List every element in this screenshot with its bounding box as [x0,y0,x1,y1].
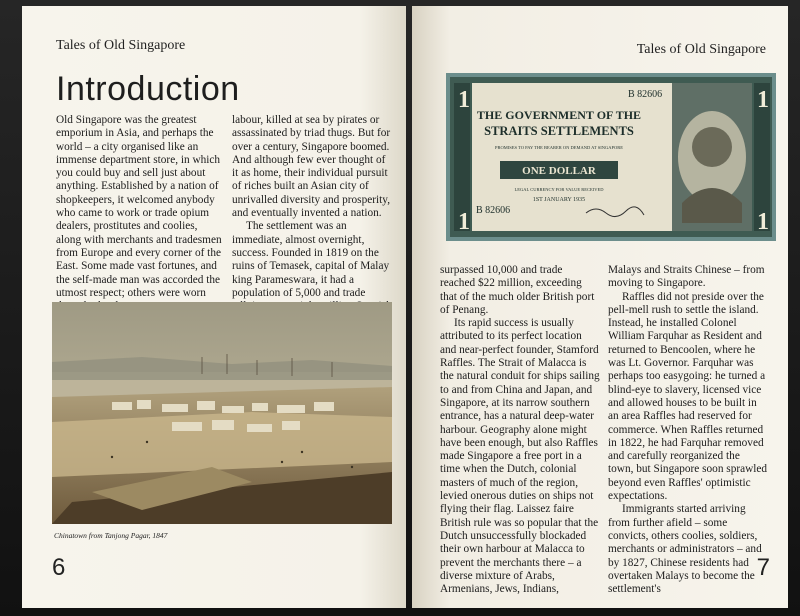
text-column-4 [608,264,768,596]
paragraph: The settlement was an immediate, almost overnight, success. Founded in 1819 on the ruins of Temasek, capital of Malay king Parameswara, it had a population of 5,000 and trade [232,220,390,299]
note-serial-bottom: B 82606 [476,205,511,216]
running-head-right: Tales of Old Singapore [636,42,766,57]
paragraph: surpassed 10,000 and trade reached $22 million, exceeding that of the much older British port of Penang. [440,264,595,316]
note-numeral-bl: 1 [458,209,470,235]
text-column-1 [56,114,222,313]
paragraph: labour, killed at sea by pirates or assassinated by triad thugs. But for over a century, Singapore boomed. And although few ever thought of it as home, their individual pursuit of riches built an Asian city of unrivalled diversity and prosperity, and eventually invented a nation. [232,114,391,220]
painting-caption: Chinatown from Tanjong Pagar, 1847 [54,531,168,540]
paragraph: Its rapid success is usually attributed to its perfect location and near-perfect founder, Stamford Raffles. The Strait of Malacca is the natural conduit for ships sailing to and from China and Japan, and Singapore, at its narrow southern entrance, has a natural deep-water harbour. Geography alone might have been enough, but also Raffles made Singapore a free port in a time when the Dutch, colonial masters of much of the region, levied onerous duties on ships not flying their flag. Laissez faire British rule was so popular that the Dutch unsuccessfully blockaded their own harbour at Malacca to prevent the merchants there – a diverse mixture of Arabs, Armenians, Jews, Indians, [440,317,600,596]
running-head-left: Tales of Old Singapore [56,38,186,53]
note-promise: PROMISES TO PAY THE BEARER ON DEMAND AT SINGAPORE [495,145,623,150]
king-portrait-head [692,127,732,167]
note-numeral-br: 1 [757,209,769,235]
left-page [22,6,406,608]
note-serial-top: B 82606 [628,89,663,100]
banknote-image [446,73,776,241]
paragraph: Malays and Straits Chinese – from moving to Singapore. [608,264,765,290]
note-denomination: ONE DOLLAR [522,165,596,177]
paragraph: Immigrants started arriving from further afield – some convicts, others coolies, soldiers, merchants or administrators – and by 1827, Chinese residents had overtaken Malays to become the settlement's [608,503,762,596]
note-date: 1ST JANUARY 1935 [532,197,586,203]
note-numeral-tr: 1 [757,87,769,113]
note-title-line1: THE GOVERNMENT OF THE [476,108,642,122]
paragraph: Raffles did not preside over the pell-mell rush to settle the island. Instead, he installed Colonel William Farquhar as Resident and returned to Bencoolen, where he was Lt. Governor. Farquhar was perhaps too easygoing: he turned a blind-eye to slavery, licensed vice and allowed houses to be built in an area Raffles had reserved for commerce. When Raffles returned in 1822, he had Farquhar removed and carefully reorganized the town, but Singapore soon sprawled beyond even Raffles' optimistic expectations. [608,290,768,503]
chapter-title: Introduction [56,70,240,108]
note-title-line2: STRAITS SETTLEMENTS [484,124,634,138]
page-number-left: 6 [52,554,66,581]
harbour-painting [52,302,392,524]
note-currency-line: LEGAL CURRENCY FOR VALUE RECEIVED [514,187,604,192]
note-numeral-tl: 1 [458,87,470,113]
page-number-right: 7 [756,554,770,581]
text-column-3 [440,264,600,596]
right-page [412,6,788,608]
paragraph: Old Singapore was the greatest emporium in Asia, and perhaps the world – a city organised like an immense department store, in which you could buy and sell just about anything. Established by a nation of shopkeepers, it welcomed anybody who came to work or trade opium dealers, prostitutes and coolies, along with merchants and tradesmen from Europe and every corner of the East. Some made vast fortunes, and the self-made man was accorded the utmost respect; others were worn [56,114,222,299]
